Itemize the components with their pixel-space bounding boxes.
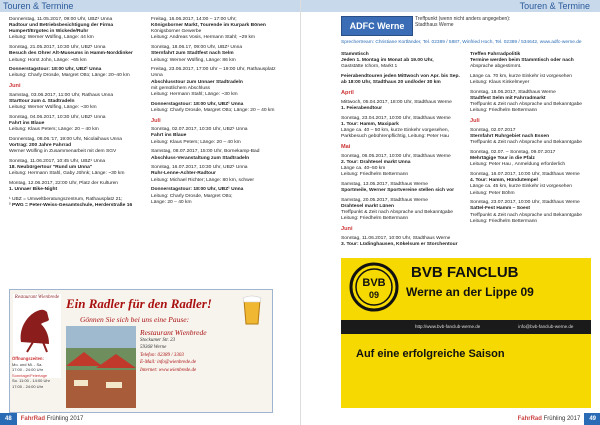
entry-line: Starttour zum 4. Stadtradeln (9, 99, 75, 105)
entry-line: Mehrtägige Tour in die Pfalz (470, 156, 535, 162)
event-entry (151, 127, 286, 145)
month-heading (341, 90, 466, 96)
note-line: Stadthaus Werne (415, 22, 454, 28)
event-column-4 (470, 52, 593, 229)
right-header-title: Touren & Termine (519, 1, 590, 11)
entry-line: Fahrt ins Blaue (151, 133, 187, 139)
entry-line: Leitung: Hermann Stahl; Länge: ~30 km (151, 91, 238, 97)
entry-line: 1. Unnaer Bike-Night (9, 187, 58, 193)
entry-line: Sternfahrt zum Stadtfest nach Selm (151, 51, 234, 57)
month-heading (341, 226, 466, 232)
event-entry (341, 100, 466, 112)
ad-subline: Gönnen Sie sich bei uns eine Pause: (80, 315, 190, 324)
entry-line: Freitag, 16.06.2017, 14:00 – 17:00 Uhr; (151, 17, 237, 22)
bvb-subtitle: Werne an der Lippe 09 (406, 285, 534, 299)
event-entry (9, 93, 142, 111)
entry-line: Sternfahrt Ruhrgebiet nach Essen (470, 134, 550, 140)
bvb-title: BVB FANCLUB (411, 264, 519, 281)
event-entry (470, 52, 593, 70)
event-entry (9, 181, 142, 193)
entry-line: Sonntag, 02.07.2017 (470, 127, 516, 133)
entry-line: Sonntag, 18.06.2017, Stadthaus Werne (470, 89, 556, 95)
bvb-email-link[interactable]: info@bvb-fanclub-werne.de (518, 324, 574, 329)
entry-line: Länge ca. 70 km, kurze Einkehr ist vorgesehen (470, 74, 572, 80)
adfc-badge: ADFC Werne (341, 16, 413, 36)
entry-line: Leitung: Peter Hau , Anmeldung erforderlich (470, 162, 566, 168)
entry-line: Königsborner Gewerbe (151, 29, 202, 35)
event-column-1 (9, 17, 142, 213)
event-entry (470, 172, 593, 197)
entry-line: Sonntag, 02.07.2017, 10:30 Uhr, UBZ¹ Unna (151, 127, 248, 133)
entry-line: Treffen Fahrradpolitik (470, 52, 521, 57)
event-entry (9, 17, 142, 42)
entry-line: Ruhr-Lenne-Achter-Radtour (151, 171, 216, 177)
footer-season: Frühling 2017 (46, 416, 84, 422)
event-entry (9, 115, 142, 133)
entry-line: Leitung: Horst John, Länge: ~65 km (9, 57, 87, 63)
entry-line: ² PWG = Peter-Weiss-Gesamtschule, Herderstraße 16 (9, 203, 133, 209)
entry-line: Treffpunkt & Zeit nach Absprache und Bekanntgabe (470, 102, 583, 108)
entry-line: Leitung: Hermann Stahl, Gaby Jöhnk; Länge: ~30 km (9, 171, 125, 177)
footer-brand: FahrRad (20, 416, 46, 422)
entry-line: Sonntag, 16.07.2017, 10:30 Uhr, UBZ¹ Unna (151, 165, 248, 171)
logo-name: Restaurant Wienbrede (14, 295, 60, 300)
entry-line: Leitung: Andreas Vosis, Hermann Stahl; ~29 km (151, 35, 255, 41)
city: 59368 Werne (140, 345, 167, 351)
entry-line: Gaststätte Ichorn, Markt 1 (341, 64, 398, 70)
footer-brand: FahrRad (517, 416, 542, 422)
entry-line: Sonntag, 04.06.2017, 10:30 Uhr, UBZ¹ Unna (9, 115, 106, 120)
entry-line: Leitung: Friedhelm Bettermann (341, 216, 409, 222)
entry-line: Samstag, 08.07.2017, 15:00 Uhr, Bornekamp-Bad (151, 149, 260, 155)
adfc-contact: Sprechertream: Christiane Kortländer, Tel. 02389 / 5887, Winfried Hoch, Tel. 02389 / 534642, www.adfc-werne.de (341, 40, 582, 45)
entry-line: April (341, 89, 354, 96)
entry-line: Samstag, 03.06.2017, 11:00 Uhr, Rathaus Unna (9, 92, 114, 98)
entry-line: Donnerstag, 11.05.2017, 09:00 Uhr, UBZ¹ Unna (9, 17, 113, 22)
left-footer (0, 413, 300, 425)
entry-line: Leitung: Klaus Kinkelmeyer (470, 80, 530, 86)
page-number: 48 (0, 413, 17, 425)
right-page (300, 0, 600, 425)
entry-line: Sportmeile, Werner Sportvereine stellen sich vor (341, 187, 454, 193)
hours-line: 17:00 - 24:00 Uhr (12, 383, 44, 389)
restaurant-name: Restaurant Wienbrede (140, 328, 207, 337)
entry-line: Sonntag, 11.06.2017, 10:00 Uhr, Stadthaus Werne (341, 235, 451, 241)
beer-glass-icon (236, 294, 268, 326)
entry-line: Sonntag, 18.06.17, 09:00 Uhr, UBZ¹ Unna (151, 45, 243, 51)
entry-line: Leitung: Werner Wülfing, Länge: 86 km (151, 57, 236, 63)
hours-line: Sonntage/Feiertage (12, 372, 48, 378)
hours-line: Mo. und Mi. - Sa. (12, 361, 43, 367)
hours-line: 17:00 - 24:00 Uhr (12, 367, 44, 372)
entry-line: Donnerstag, 08.06.'17, 19:00 Uhr, Nicolaihaus Unna (9, 137, 122, 143)
right-footer (301, 413, 600, 425)
entry-line: Drahtesel markt Lünen (341, 203, 394, 209)
entry-line: Termine werden beim Stammtisch oder nach (470, 58, 574, 64)
entry-line: Parkbesuch gebührenpflichtig, Leitung: Peter Hau (341, 134, 449, 140)
entry-line: Juni (341, 225, 353, 232)
emblem-year: 09 (368, 290, 380, 300)
entry-line: Königsborner Markt, Tourende im Kurpark Bönen (151, 23, 266, 29)
emblem-text: BVB (362, 277, 386, 289)
entry-line: Länge ca. 45 km, kurze Einkehr ist vorgesehen (470, 184, 572, 190)
hours-title: Öffnungszeiten: (12, 356, 44, 361)
entry-line: Leitung: Werner Wülfing, Länge: 44 km (9, 35, 94, 41)
event-entry (341, 182, 466, 194)
email-link[interactable]: E-Mail: info@wienbrede.de (140, 360, 197, 366)
entry-line: Freitag, 23.06.2017, 17:00 Uhr – 19:00 Uhr, Rathausplatz Unna (151, 67, 276, 79)
terrace-photo (66, 326, 136, 408)
entry-line: Stadtfest Selm mit Fahrradmarkt (470, 96, 546, 102)
entry-line: Juni (9, 83, 21, 90)
entry-line: Sonntag, 23.04.2017, 10:00 Uhr, Stadthaus Werne (341, 115, 451, 121)
entry-line: Donnerstagstour: 18:00 Uhr, UBZ¹ Unna (151, 187, 244, 193)
entry-line: Leitung: Klaus Peters; Länge: 20 – 40 km (151, 139, 241, 145)
bvb-link-strip (341, 320, 591, 334)
month-heading (9, 83, 142, 89)
page-number: 49 (584, 413, 600, 425)
phone: Telefon: 02389 / 3303 (140, 352, 184, 358)
entry-line: Länge ca. 40 – 50 km, kurze Einkehr vorgesehen, (341, 127, 449, 133)
event-entry (9, 159, 142, 177)
month-heading (470, 118, 593, 124)
entry-line: Sonntag, 23.07.2017, 10:00 Uhr, Stadthaus Werne (470, 200, 580, 206)
entry-line: Leitung: Friedhelm Bettermann (470, 108, 538, 114)
entry-line: Leitung: Friedhelm Bettermann (341, 172, 409, 178)
event-entry (341, 74, 466, 86)
entry-line: 18. Neubürgertour "Rund um Unna" (9, 165, 93, 171)
entry-line: Radtour und Betriebsbesichtigung der Firma Humpert/Ergotec in Wickede/Ruhr (9, 23, 114, 35)
entry-line: Sonntag, 11.06.2017, 10:45 Uhr, UBZ¹ Unna (9, 159, 106, 165)
entry-line: Leitung: Peter Böhm (470, 190, 515, 196)
event-entry (341, 52, 466, 70)
event-entry (151, 102, 286, 114)
entry-line: Montag, 12.06.2017, 22:00 Uhr, Platz der Kulturen (9, 181, 119, 187)
event-entry (151, 165, 286, 183)
entry-line: Leitung: Werner Wülfing, Länge: ~30 km (9, 105, 97, 111)
event-entry (341, 236, 466, 248)
entry-line: Treffpunkt & Zeit nach Absprache und Bekanntgabe (470, 212, 583, 218)
bvb-emblem-icon (349, 262, 399, 312)
entry-line: 3. Tour: Lüdinghausen, Kökelsum er Storchentour (341, 241, 458, 247)
event-entry (151, 17, 286, 42)
event-entry (470, 200, 593, 225)
website-link[interactable]: Internet: www.wienbrede.de (140, 367, 197, 373)
event-entry (9, 67, 142, 79)
entry-line: Länge: 20 – 40 km (151, 199, 192, 205)
entry-line: Sonntag, 21.05.2017, 10:30 Uhr, UBZ¹ Unna (9, 45, 106, 51)
meeting-point-note (415, 16, 510, 28)
entry-line: Sonntag, 06.05.2017, 10:00 Uhr, Stadthaus Werne (341, 153, 451, 159)
entry-line: Samstag, 20.05.2017, Stadthaus Werne (341, 197, 428, 203)
event-column-3 (341, 52, 466, 252)
entry-line: Treffpunkt & Zeit nach Absprache und Bekanntgabe (470, 140, 583, 146)
event-entry (151, 45, 286, 63)
event-entry (470, 90, 593, 115)
entry-line: Samstag, 13.05.2017, Stadthaus Werne (341, 181, 428, 187)
hours-line: So. 11:00 - 14:00 Uhr (12, 378, 50, 383)
entry-line: Leitung: Friedhelm Bettermann (470, 218, 538, 224)
entry-line: Abschluss-Veranstaltung zum Stadtradeln (151, 155, 250, 161)
entry-line: Jeden 1. Montag im Monat ab 19.00 Uhr, (341, 58, 434, 64)
entry-line: Leitung: Michael Richter; Länge: 80 km, schwer (151, 177, 255, 183)
event-entry (341, 116, 466, 141)
entry-line: Werner Wülfing in Zusammenarbeit mit dem SGV (9, 149, 117, 155)
entry-line: 4. Tour: Hamm, Hündutempel (470, 178, 538, 184)
entry-line: Länge ca. 40–50 km (341, 165, 386, 171)
entry-line: Sonntag, 16.07.2017, 10:00 Uhr, Stadthaus Werne (470, 172, 580, 178)
entry-line: 2. Tour: Drahtesel markt Unna (341, 159, 411, 165)
event-entry (9, 45, 142, 63)
restaurant-address (140, 328, 207, 374)
entry-line: Feierabendtouren jeden Mittwoch von Apr. bis Sep. ab 18:00 Uhr, Stadthaus 20 und/oder 30 km (341, 74, 460, 86)
note-line: Treffpunkt (wenn nicht anders angegeben): (415, 16, 511, 22)
month-heading (151, 118, 286, 124)
entry-line: 1. Feierabendtour (341, 105, 383, 111)
entry-line: Donnerstagstour: 18:00 Uhr, UBZ¹ Unna (151, 101, 244, 107)
entry-line: Juli (151, 117, 161, 124)
entry-line: Absprache abgestimmt. (470, 64, 522, 70)
event-entry (9, 137, 142, 155)
street: Stockumer Str. 23 (140, 338, 176, 343)
entry-line: Leitung: Charly Drosde, Margret Otto; Länge: 20 – 40 km (151, 107, 275, 113)
bvb-fanclub-ad (341, 258, 591, 408)
horse-emblem-icon (13, 300, 61, 355)
entry-line: Donnerstagstour: 18:00 Uhr, UBZ¹ Unna (9, 67, 102, 73)
entry-line: Treffpunkt & Zeit nach Absprache und Bekanntgabe (341, 210, 454, 216)
event-entry (470, 128, 593, 146)
entry-line: Sonntag, 02.07. – Sonntag, 09.07.2017 (470, 150, 556, 155)
entry-line: Fahrt ins Blaue (9, 121, 45, 127)
restaurant-ad (9, 289, 273, 413)
event-entry (151, 67, 286, 98)
left-header-title: Touren & Termine (3, 1, 74, 11)
footer-season: Frühling 2017 (543, 416, 581, 422)
event-entry (341, 154, 466, 179)
entry-line: Mittwoch, 05.04.2017, 18:00 Uhr, Stadthaus Werne (341, 99, 452, 105)
event-entry (151, 187, 286, 205)
entry-line: ¹ UBZ = Umweltberatungszentrum, Rathausplatz 21; (9, 197, 123, 203)
ad-headline: Ein Radler für den Radler! (66, 296, 212, 311)
entry-line: Leitung: Charly Drosde, Margret Otto; (151, 193, 233, 199)
bvb-slogan: Auf eine erfolgreiche Saison (356, 348, 505, 360)
event-column-2 (151, 17, 286, 209)
event-entry (470, 74, 593, 86)
opening-hours (12, 356, 60, 389)
month-heading (341, 144, 466, 150)
entry-line: Leitung: Charly Drosde, Margret Otto; Länge: 20–40 km (9, 73, 130, 79)
event-entry (9, 197, 142, 209)
bvb-website-link[interactable]: http://www.bvb-fanclub-werne.de (415, 324, 481, 329)
entry-line: 1. Tour: Hamm, Maxipark (341, 121, 399, 127)
entry-line: Leitung: Klaus Peters; Länge: 20 – 40 km (9, 127, 99, 133)
event-entry (151, 149, 286, 161)
event-entry (341, 198, 466, 223)
entry-line: Abschlusstour zum Unnaer Stadtradeln (151, 79, 243, 85)
entry-line: Mai (341, 143, 351, 150)
entry-line: Besuch des Ohrer Alt-Museums in Hamm-Norddinker (9, 51, 133, 57)
entry-line: Sattel-Fest Hamm – Soest (470, 206, 531, 212)
entry-line: Juli (470, 118, 480, 125)
event-entry (470, 150, 593, 168)
entry-line: mit gemütlichem Abschluss (151, 85, 210, 91)
entry-line: Vortrag: 200 Jahre Fahrrad (9, 143, 72, 149)
entry-line: Stammtisch (341, 52, 369, 57)
